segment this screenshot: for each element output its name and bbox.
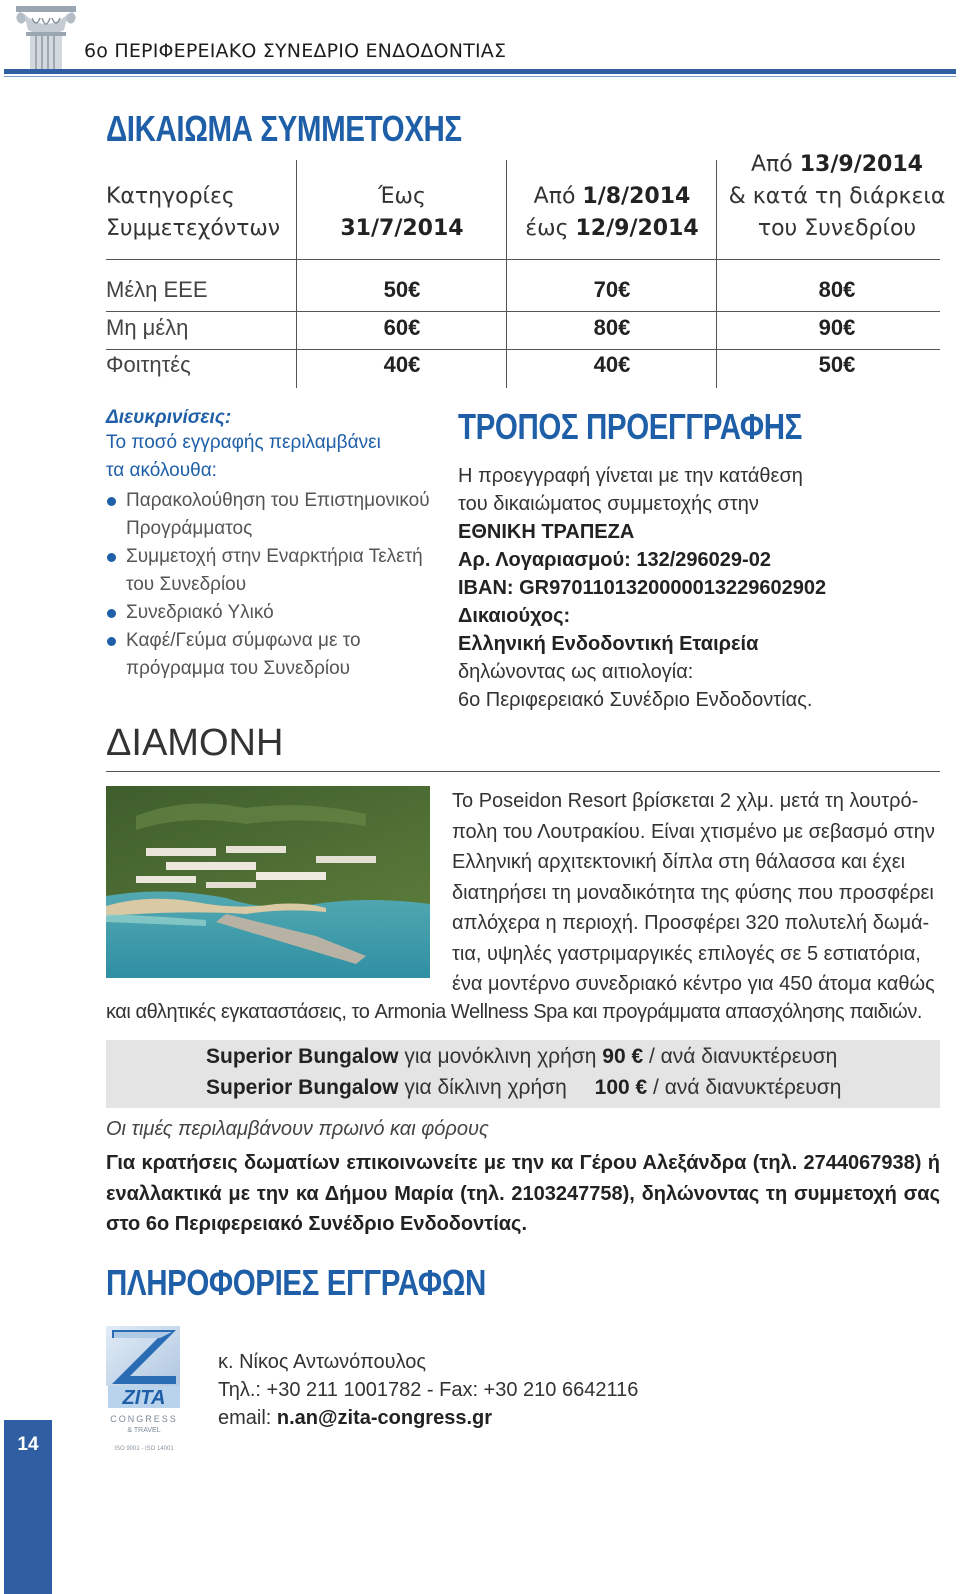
- fee-row-label: Φοιτητές: [106, 352, 191, 377]
- running-header-title: 6ο ΠΕΡΙΦΕΡΕΙΑΚΟ ΣΥΝΕΔΡΙΟ ΕΝΔΟΔΟΝΤΙΑΣ: [84, 40, 507, 62]
- fee-cell: 50€: [383, 277, 421, 302]
- page-number-tab: [4, 1420, 52, 1594]
- clarifications-heading: Διευκρινίσεις:: [106, 407, 232, 428]
- fee-cell: 60€: [383, 315, 421, 340]
- svg-text:& TRAVEL: & TRAVEL: [127, 1427, 161, 1434]
- hotel-description-last-line: και αθλητικές εγκαταστάσεις, το Armonia Wellness Spa και προγράμματα απασχόλησης παιδιών.: [106, 1001, 922, 1023]
- table-rule: [106, 259, 940, 260]
- preregistration-text: Η προεγγραφή γίνεται με την κατάθεση του δικαιώματος συμμετοχής στην ΕΘΝΙΚΗ ΤΡΑΠΕΖΑ Αρ. Λογαριασμού: 132/296029-02 IBAN: GR9701101320000013229602902 Δικαιούχος: Ελληνική Ενδοδοντική Εταιρεία δηλώνοντας ως αιτιολογία: 6ο Περιφερειακό Συνέδριο Ενδοδοντίας.: [458, 462, 938, 714]
- contact-phone: Τηλ.: +30 211 1001782 - Fax: +30 210 6642116: [218, 1379, 639, 1401]
- account-number: Αρ. Λογαριασμού: 132/296029-02: [458, 549, 771, 571]
- fee-row-label: Μη μέλη: [106, 315, 189, 340]
- table-rule: [106, 311, 940, 312]
- svg-text:CONGRESS: CONGRESS: [110, 1414, 178, 1424]
- hotel-photo: [106, 786, 430, 978]
- fees-title: ΔΙΚΑΙΩΜΑ ΣΥΜΜΕΤΟΧΗΣ: [106, 108, 462, 149]
- email-link[interactable]: n.an@zita-congress.gr: [276, 1407, 493, 1429]
- fee-cell: 90€: [818, 315, 856, 340]
- fee-cell: 70€: [593, 277, 631, 302]
- fees-header-col3: Από 13/9/2014 & κατά τη διάρκεια του Συνεδρίου: [728, 152, 946, 241]
- fee-cell: 80€: [818, 277, 856, 302]
- column-capital-icon: [10, 4, 82, 70]
- fee-cell: 40€: [383, 352, 421, 377]
- room-rates-box: [106, 1040, 940, 1108]
- header-rule: [4, 69, 956, 74]
- zita-logo: [100, 1322, 190, 1454]
- page-number: 14: [17, 1434, 39, 1455]
- clarifications-block: [106, 407, 436, 683]
- iban: IBAN: GR9701101320000013229602902: [458, 577, 827, 599]
- fees-header-col2: Από 1/8/2014 έως 12/9/2014: [525, 184, 699, 241]
- rates-note: Οι τιμές περιλαμβάνουν πρωινό και φόρους: [106, 1118, 489, 1140]
- fee-cell: 50€: [818, 352, 856, 377]
- registration-contact: [218, 1348, 638, 1432]
- clarifications-subheading: Το ποσό εγγραφής περιλαμβάνει τα ακόλουθα:: [106, 432, 381, 481]
- bank-name: ΕΘΝΙΚΗ ΤΡΑΠΕΖΑ: [458, 521, 635, 543]
- contact-name: κ. Νίκος Αντωνόπουλος: [218, 1351, 427, 1373]
- hotel-description: Το Poseidon Resort βρίσκεται 2 χλμ. μετά τη λουτρό- πολη του Λουτρακίου. Είναι χτισμένο με σεβασμό στην Ελληνική αρχιτεκτονική δίπλα στη θάλασσα και έχει διατηρήσει τη μοναδικότητα της φύσης που προσφέρει απλόχερα η περιοχή. Προσφέρει 320 πολυτελή δωμά- τια, υψηλές γαστριμαργικές επιλογές σε 5 εστιατόρια, ένα μοντέρνο συνεδριακό κέντρο για 450 άτομα καθώς: [452, 790, 935, 995]
- list-item: Συνεδριακό Υλικό: [106, 599, 436, 627]
- fees-header-col1: Έως 31/7/2014: [340, 184, 464, 241]
- beneficiary: Ελληνική Ενδοδοντική Εταιρεία: [458, 633, 759, 655]
- accommodation-rule: [106, 771, 940, 772]
- list-item: Καφέ/Γεύμα σύμφωνα με το πρόγραμμα του Συνεδρίου: [106, 627, 436, 683]
- svg-text:ISO 9001 - ISO 14001: ISO 9001 - ISO 14001: [114, 1446, 174, 1452]
- svg-text:ZITA: ZITA: [122, 1387, 166, 1409]
- registration-info-title: ΠΛΗΡΟΦΟΡΙΕΣ ΕΓΓΡΑΦΩΝ: [106, 1262, 486, 1303]
- accommodation-title: ΔΙΑΜΟΝΗ: [106, 722, 284, 764]
- fee-cell: 80€: [593, 315, 631, 340]
- table-rule: [106, 349, 940, 350]
- booking-contact: Για κρατήσεις δωματίων επικοινωνείτε με την κα Γέρου Αλεξάνδρα (τηλ. 2744067938) ή εναλλακτικά με την κα Δήμου Μαρία (τηλ. 2103247758), δηλώνοντας τη συμμετοχή σας στο 6ο Περιφερειακό Συνέδριο Ενδοδοντίας.: [106, 1152, 940, 1235]
- preregistration-title: ΤΡΟΠΟΣ ΠΡΟΕΓΓΡΑΦΗΣ: [458, 406, 802, 447]
- contact-email: email: n.an@zita-congress.gr: [218, 1407, 493, 1429]
- room-rate-single: Superior Bungalow για μονόκλινη χρήση 90 € / ανά διανυκτέρευση: [206, 1045, 838, 1068]
- inclusions-list: [106, 487, 436, 683]
- list-item: Συμμετοχή στην Εναρκτήρια Τελετή του Συνεδρίου: [106, 543, 436, 599]
- room-rate-double: Superior Bungalow για δίκλινη χρήση 100 € / ανά διανυκτέρευση: [206, 1076, 842, 1099]
- list-item: Παρακολούθηση του Επιστημονικού Προγράμματος: [106, 487, 436, 543]
- fee-cell: 40€: [593, 352, 631, 377]
- fees-header-category: Κατηγορίες Συμμετεχόντων: [106, 184, 281, 241]
- header-rule-thin: [4, 76, 956, 77]
- fee-row-label: Μέλη ΕΕΕ: [106, 277, 208, 302]
